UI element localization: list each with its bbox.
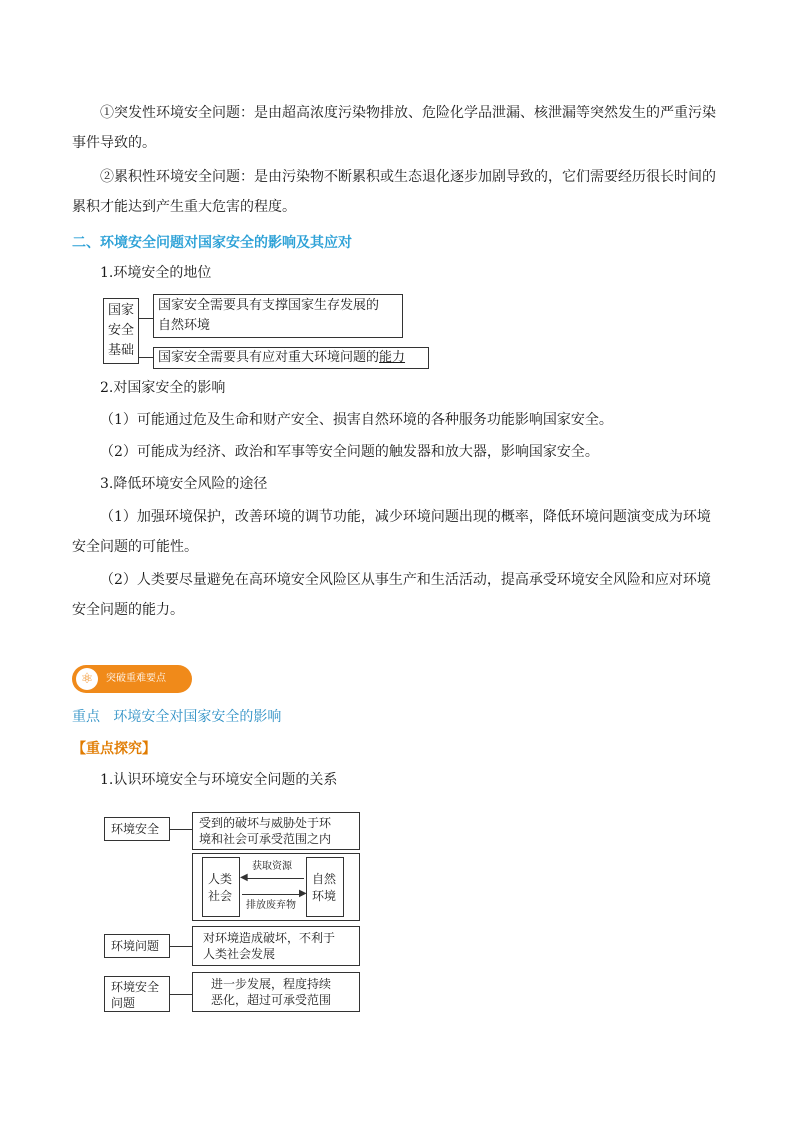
env-safety-problem-desc-box <box>192 972 360 1012</box>
connector-env-safety-problem <box>170 994 192 995</box>
key-point-title <box>72 702 724 732</box>
subheading-status: 1.环境安全的地位 <box>100 265 212 281</box>
human-line2: 社会 <box>208 889 233 903</box>
connector-env-safety <box>170 829 192 830</box>
env-safety-desc-line2: 境和社会可承受范围之内 <box>199 832 332 846</box>
impact-item-2: （2）可能成为经济、政治和军事等安全问题的触发器和放大器，影响国家安全。 <box>100 444 599 460</box>
key-prefix: 重点 <box>72 709 100 725</box>
env-safety-problem-line2: 问题 <box>111 996 136 1010</box>
badge-label: 突破重难要点 <box>106 673 166 684</box>
arrow-left-icon: ◀ <box>240 872 248 883</box>
arrow-get-resources <box>244 878 304 879</box>
branch1-line1: 国家安全需要具有支撑国家生存发展的 <box>158 298 380 313</box>
connector-2 <box>139 357 153 358</box>
env-safety-problem-desc-line1: 进一步发展，程度持续 <box>211 977 332 991</box>
section-title: 二、环境安全问题对国家安全的影响及其应对 <box>72 235 352 251</box>
branch1-line2: 自然环境 <box>158 318 211 333</box>
foundation-box <box>103 298 139 364</box>
env-problem-desc-line1: 对环境造成破坏，不利于 <box>203 931 336 945</box>
paragraph-cumulative-issue: ②累积性环境安全问题：是由污染物不断累积或生态退化逐步加剧导致的，它们需要经历很长时间的累积才能达到产生重大危害的程度。 <box>72 169 716 215</box>
connector-1 <box>139 318 153 319</box>
nature-line1: 自然 <box>312 872 337 886</box>
arrow-right-icon: ▶ <box>299 888 307 899</box>
nature-line2: 环境 <box>312 889 337 903</box>
reduce-risk-item-1: （1）加强环境保护，改善环境的调节功能，减少环境问题出现的概率，降低环境问题演变成为环境安全问题的可能性。 <box>72 509 711 555</box>
subheading-impact: 2.对国家安全的影响 <box>100 380 226 396</box>
env-safety-desc-box <box>192 812 360 850</box>
impact-item-1: （1）可能通过危及生命和财产安全、损害自然环境的各种服务功能影响国家安全。 <box>100 412 613 428</box>
env-safety-box <box>104 817 170 841</box>
arrow-discharge <box>242 894 302 895</box>
branch2-emph: 能力 <box>379 350 406 365</box>
paragraph-sudden-issue: ①突发性环境安全问题：是由超高浓度污染物排放、危险化学品泄漏、核泄漏等突然发生的严重污染事件导致的。 <box>72 105 716 151</box>
env-safety-problem-desc-line2: 恶化，超过可承受范围 <box>211 993 332 1007</box>
foundation-line-3: 基础 <box>107 343 134 358</box>
env-safety-desc-line1: 受到的破坏与威胁处于环 <box>199 816 332 830</box>
reduce-risk-item-2: （2）人类要尽量避免在高环境安全风险区从事生产和生活活动，提高承受环境安全风险和应对环境安全问题的能力。 <box>72 572 711 618</box>
branch-capability <box>153 347 429 369</box>
key-points-badge <box>72 665 192 693</box>
branch-natural-env <box>153 294 403 338</box>
key-title-text: 环境安全对国家安全的影响 <box>113 709 282 725</box>
discharge-waste-label: 排放废弃物 <box>246 900 296 911</box>
env-problem-desc-line2: 人类社会发展 <box>203 947 276 961</box>
natural-env-box <box>306 857 344 917</box>
human-society-box <box>202 857 240 917</box>
env-safety-label: 环境安全 <box>111 822 160 836</box>
subheading-reduce-risk: 3.降低环境安全风险的途径 <box>100 476 268 492</box>
foundation-line-1: 国家 <box>107 303 134 318</box>
connector-env-problem <box>170 946 192 947</box>
subheading-relation: 1.认识环境安全与环境安全问题的关系 <box>100 772 338 788</box>
env-safety-problem-box <box>104 976 170 1012</box>
get-resources-label: 获取资源 <box>252 861 292 872</box>
human-line1: 人类 <box>208 872 233 886</box>
branch2-prefix: 国家安全需要具有应对重大环境问题的 <box>158 350 380 365</box>
env-safety-problem-line1: 环境安全 <box>111 980 160 994</box>
env-problem-desc-box <box>192 926 360 966</box>
env-problem-label: 环境问题 <box>111 939 160 953</box>
env-problem-box <box>104 934 170 958</box>
key-explore-label: 【重点探究】 <box>72 741 156 757</box>
foundation-line-2: 安全 <box>107 323 134 338</box>
atom-icon: ⚛ <box>76 668 98 690</box>
